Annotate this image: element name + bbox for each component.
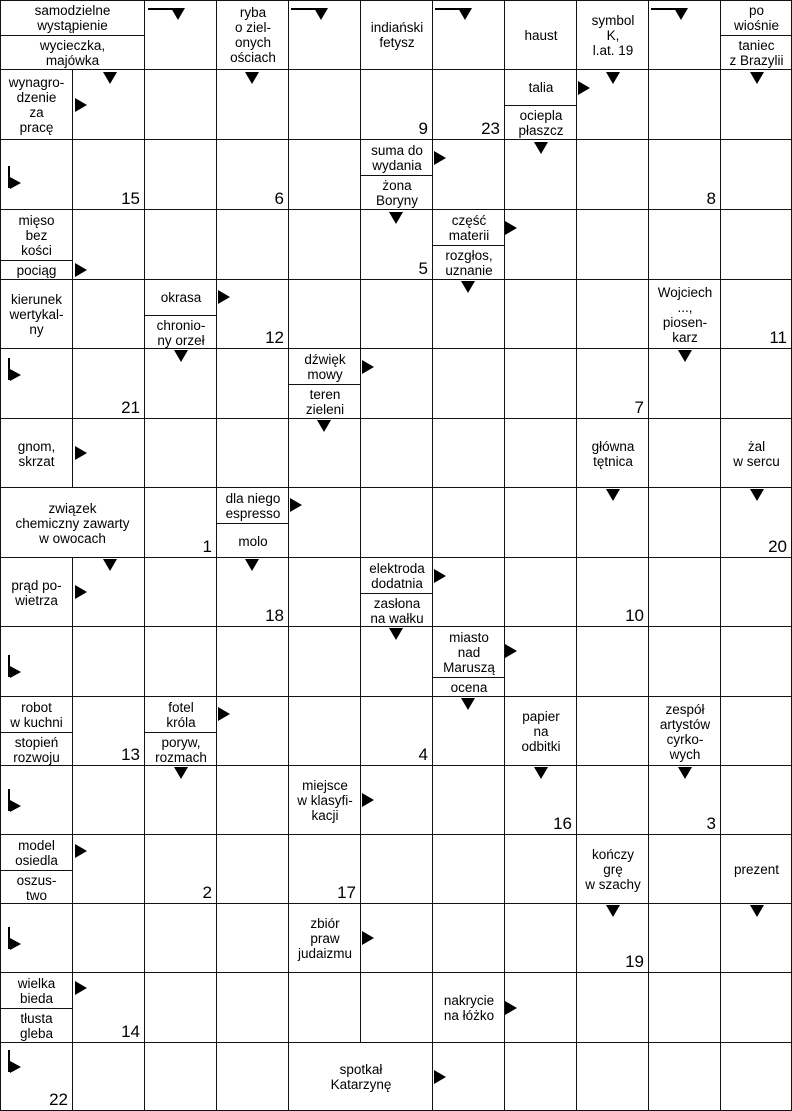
answer-cell[interactable] (433, 904, 505, 973)
answer-cell[interactable] (577, 1043, 649, 1111)
clue-cell (361, 558, 433, 627)
clue-cell (289, 766, 361, 835)
answer-cell[interactable] (649, 627, 721, 697)
arrow-down-icon (171, 8, 185, 20)
answer-cell[interactable] (649, 973, 721, 1043)
arrow-down-icon (750, 72, 764, 84)
arrow-down-icon (461, 698, 475, 710)
clue-cell (217, 0, 289, 70)
clue-text: indiański fetysz (370, 20, 424, 50)
clue-text: zasłona na wałku (370, 595, 424, 626)
answer-cell[interactable] (505, 627, 577, 697)
answer-cell[interactable] (721, 210, 792, 280)
clue-text: część materii (448, 212, 490, 243)
arrow-right-icon (75, 446, 87, 460)
clue-number: 22 (49, 1090, 68, 1109)
answer-cell[interactable] (505, 1043, 577, 1111)
clue-cell (0, 488, 145, 558)
arrow-right-icon (578, 81, 590, 95)
answer-cell[interactable] (361, 488, 433, 558)
clue-number: 18 (265, 606, 284, 625)
bent-arrow-icon (8, 927, 22, 949)
clue-text: poryw, rozmach (155, 734, 207, 765)
answer-cell[interactable] (577, 140, 649, 210)
answer-cell[interactable] (721, 973, 792, 1043)
answer-cell[interactable] (145, 904, 217, 973)
arrow-right-icon (505, 1001, 517, 1015)
answer-cell[interactable] (145, 1043, 217, 1111)
arrow-right-icon (75, 981, 87, 995)
clue-cell (505, 697, 577, 766)
clue-text: taniec z Brazylii (729, 38, 784, 68)
clue-text: ocena (450, 680, 488, 695)
answer-cell[interactable] (361, 419, 433, 488)
answer-cell[interactable] (505, 835, 577, 904)
bent-arrow-icon (8, 166, 22, 188)
clue-cell (721, 0, 792, 70)
answer-cell[interactable] (721, 558, 792, 627)
clue-text: gnom, skrzat (17, 438, 56, 469)
clue-number: 9 (418, 119, 428, 138)
bent-arrow-icon (8, 358, 22, 380)
clue-number: 17 (337, 883, 356, 902)
clue-text: ociepla płaszcz (518, 108, 564, 138)
clue-text: prąd po- wietrza (11, 577, 62, 608)
answer-cell[interactable] (217, 210, 289, 280)
answer-cell[interactable] (649, 1043, 721, 1111)
answer-cell[interactable] (649, 70, 721, 140)
clue-text: kończy grę w szachy (585, 847, 641, 892)
arrow-down-icon (103, 559, 117, 571)
arrow-down-icon (314, 8, 328, 20)
clue-cell (0, 419, 73, 488)
arrow-down-icon (534, 767, 548, 779)
clue-cell (505, 0, 577, 70)
answer-cell[interactable] (217, 766, 289, 835)
bent-arrow-icon (8, 789, 22, 811)
answer-cell[interactable] (217, 904, 289, 973)
clue-cell (289, 349, 361, 419)
arrow-right-icon (290, 498, 302, 512)
answer-cell[interactable] (577, 697, 649, 766)
clue-text: fotel króla (166, 699, 196, 730)
answer-cell[interactable] (433, 835, 505, 904)
arrow-right-icon (75, 844, 87, 858)
clue-cell (577, 419, 649, 488)
clue-cell (0, 835, 73, 904)
answer-cell[interactable] (721, 1043, 792, 1111)
clue-text: chronio- ny orzeł (156, 317, 206, 348)
clue-number: 8 (706, 189, 716, 208)
clue-number: 21 (121, 398, 140, 417)
clue-text: Wojciech ..., piosen- karz (657, 284, 713, 345)
clue-text: żal w sercu (733, 438, 780, 469)
clue-text: dźwięk mowy (304, 351, 346, 382)
clue-cell (577, 835, 649, 904)
answer-cell[interactable] (145, 419, 217, 488)
clue-cell (0, 0, 145, 70)
clue-cell (361, 0, 433, 70)
clue-number: 1 (202, 537, 212, 556)
answer-cell[interactable] (433, 488, 505, 558)
arrow-down-icon (461, 281, 475, 293)
arrow-right-icon (362, 793, 374, 807)
arrow-right-icon (75, 98, 87, 112)
answer-cell[interactable] (217, 627, 289, 697)
answer-cell[interactable] (505, 280, 577, 349)
arrow-down-icon (174, 767, 188, 779)
arrow-right-icon (75, 585, 87, 599)
arrow-down-icon (606, 72, 620, 84)
bent-arrow-head (10, 800, 21, 812)
arrow-right-icon (434, 151, 446, 165)
clue-cell (577, 0, 649, 70)
clue-number: 6 (274, 189, 284, 208)
answer-cell[interactable] (649, 488, 721, 558)
clue-number: 2 (202, 883, 212, 902)
clue-text: po wiośnie (733, 2, 780, 33)
clue-text: spotkał Katarzynę (330, 1062, 392, 1092)
answer-cell[interactable] (217, 1043, 289, 1111)
answer-cell[interactable] (73, 280, 145, 349)
clue-text: rozgłos, uznanie (445, 248, 493, 278)
clue-text: wynagro- dzenie za pracę (8, 75, 65, 135)
answer-cell[interactable] (577, 973, 649, 1043)
bent-arrow-icon (8, 1050, 22, 1072)
bent-arrow-icon (8, 655, 22, 677)
clue-cell (0, 70, 73, 140)
answer-cell[interactable] (505, 349, 577, 419)
clue-text: prezent (733, 862, 780, 877)
arrow-down-icon (674, 8, 688, 20)
answer-cell[interactable] (145, 70, 217, 140)
clue-cell (721, 835, 792, 904)
clue-text: samodzielne wystąpienie (34, 2, 111, 33)
arrow-down-icon (606, 489, 620, 501)
clue-text: kierunek wertykal- ny (9, 292, 64, 337)
arrow-down-icon (245, 72, 259, 84)
answer-cell[interactable] (289, 558, 361, 627)
answer-cell[interactable] (361, 835, 433, 904)
clue-text: model osiedla (15, 837, 58, 868)
clue-text: zespół artystów cyrko- wych (659, 701, 711, 762)
answer-cell[interactable] (145, 210, 217, 280)
bent-arrow-head (10, 177, 21, 189)
clue-text: związek chemiczny zawarty w owocach (15, 500, 130, 546)
arrow-right-icon (218, 290, 230, 304)
arrow-right-icon (362, 360, 374, 374)
clue-cell (505, 70, 577, 140)
answer-cell[interactable] (73, 1043, 145, 1111)
answer-cell[interactable] (217, 973, 289, 1043)
arrow-down-icon (174, 350, 188, 362)
arrow-right-icon (505, 644, 517, 658)
arrow-down-icon (389, 212, 403, 224)
clue-text: talia (528, 80, 554, 95)
answer-cell[interactable] (145, 973, 217, 1043)
answer-cell[interactable] (289, 627, 361, 697)
answer-cell[interactable] (73, 627, 145, 697)
bent-arrow-head (10, 1061, 21, 1073)
clue-text: miasto nad Maruszą (443, 629, 495, 675)
answer-cell[interactable] (433, 419, 505, 488)
answer-cell[interactable] (505, 419, 577, 488)
answer-cell[interactable] (649, 558, 721, 627)
clue-text: teren zieleni (305, 387, 345, 417)
clue-text: główna tętnica (591, 438, 635, 469)
clue-number: 4 (418, 745, 428, 764)
clue-text: dla niego espresso (225, 490, 281, 521)
clue-number: 10 (625, 606, 644, 625)
arrow-down-icon (389, 628, 403, 640)
arrow-down-icon (317, 420, 331, 432)
answer-cell[interactable] (505, 488, 577, 558)
arrow-right-icon (434, 1070, 446, 1084)
clue-text: wycieczka, majówka (39, 38, 106, 68)
clue-text: elektroda dodatnia (369, 560, 425, 591)
answer-cell[interactable] (361, 973, 433, 1043)
arrow-right-icon (505, 221, 517, 235)
answer-cell[interactable] (217, 349, 289, 419)
arrow-down-icon (458, 8, 472, 20)
answer-cell[interactable] (577, 210, 649, 280)
answer-cell[interactable] (721, 697, 792, 766)
clue-number: 20 (768, 537, 787, 556)
clue-number: 16 (553, 814, 572, 833)
arrow-right-icon (75, 263, 87, 277)
answer-cell[interactable] (289, 70, 361, 140)
clue-number: 12 (265, 328, 284, 347)
bent-arrow-head (10, 369, 21, 381)
answer-cell[interactable] (649, 210, 721, 280)
clue-text: żona Boryny (375, 178, 419, 208)
arrow-down-icon (606, 905, 620, 917)
answer-cell[interactable] (145, 558, 217, 627)
answer-cell[interactable] (361, 280, 433, 349)
arrow-down-icon (750, 905, 764, 917)
clue-cell (217, 488, 289, 558)
clue-number: 5 (418, 259, 428, 278)
clue-cell (0, 210, 73, 280)
answer-cell[interactable] (649, 835, 721, 904)
clue-text: okrasa (160, 290, 202, 305)
answer-cell[interactable] (289, 973, 361, 1043)
arrow-down-icon (534, 142, 548, 154)
arrow-down-icon (750, 489, 764, 501)
clue-cell (145, 280, 217, 349)
answer-cell[interactable] (721, 140, 792, 210)
clue-text: stopień rozwoju (13, 734, 60, 765)
clue-text: mięso bez kości (18, 212, 55, 258)
answer-cell[interactable] (145, 627, 217, 697)
answer-cell[interactable] (577, 280, 649, 349)
answer-cell[interactable] (289, 210, 361, 280)
answer-cell[interactable] (217, 419, 289, 488)
arrow-right-icon (362, 931, 374, 945)
clue-cell (0, 558, 73, 627)
answer-cell[interactable] (217, 835, 289, 904)
clue-text: miejsce w klasyfi- kacji (297, 778, 353, 823)
answer-cell[interactable] (649, 904, 721, 973)
answer-cell[interactable] (721, 627, 792, 697)
clue-text: zbiór praw judaizmu (297, 916, 353, 961)
arrow-down-icon (678, 767, 692, 779)
clue-number: 7 (634, 398, 644, 417)
clue-cell (0, 280, 73, 349)
arrow-down-icon (678, 350, 692, 362)
answer-cell[interactable] (433, 766, 505, 835)
clue-cell (289, 1043, 433, 1111)
answer-cell[interactable] (649, 419, 721, 488)
clue-text: papier na odbitki (521, 709, 561, 754)
answer-cell[interactable] (577, 766, 649, 835)
answer-cell[interactable] (289, 697, 361, 766)
answer-cell[interactable] (289, 280, 361, 349)
answer-cell[interactable] (433, 349, 505, 419)
clue-cell (649, 280, 721, 349)
answer-cell[interactable] (577, 627, 649, 697)
clue-text: tłusta gleba (19, 1011, 54, 1041)
answer-cell[interactable] (73, 904, 145, 973)
answer-cell[interactable] (721, 349, 792, 419)
bent-arrow-head (10, 666, 21, 678)
answer-cell[interactable] (505, 904, 577, 973)
arrow-down-icon (245, 559, 259, 571)
clue-cell (145, 697, 217, 766)
arrow-down-icon (103, 72, 117, 84)
clue-cell (289, 904, 361, 973)
answer-cell[interactable] (505, 558, 577, 627)
clue-cell (433, 627, 505, 697)
clue-text: pociąg (16, 263, 57, 278)
clue-cell (0, 973, 73, 1043)
answer-cell[interactable] (73, 766, 145, 835)
clue-cell (649, 697, 721, 766)
clue-text: symbol K, l.at. 19 (591, 12, 635, 58)
clue-number: 13 (121, 745, 140, 764)
answer-cell[interactable] (289, 140, 361, 210)
arrow-right-icon (434, 569, 446, 583)
clue-number: 11 (769, 328, 787, 347)
arrow-right-icon (218, 707, 230, 721)
clue-number: 23 (481, 119, 500, 138)
clue-cell (361, 140, 433, 210)
clue-text: wielka bieda (17, 975, 56, 1006)
clue-number: 19 (625, 952, 644, 971)
answer-cell[interactable] (721, 766, 792, 835)
clue-number: 14 (121, 1022, 140, 1041)
answer-cell[interactable] (145, 140, 217, 210)
clue-text: robot w kuchni (10, 699, 63, 730)
clue-number: 15 (121, 189, 140, 208)
clue-text: suma do wydania (371, 142, 423, 173)
clue-text: molo (238, 533, 268, 549)
clue-text: oszus- two (16, 872, 57, 903)
clue-text: nakrycie na łóżko (443, 993, 495, 1023)
clue-cell (721, 419, 792, 488)
clue-cell (433, 973, 505, 1043)
clue-number: 3 (706, 814, 716, 833)
bent-arrow-head (10, 938, 21, 950)
clue-text: ryba o ziel- onych ościach (230, 5, 276, 65)
clue-text: haust (524, 27, 558, 43)
clue-cell (0, 697, 73, 766)
clue-cell (433, 210, 505, 280)
